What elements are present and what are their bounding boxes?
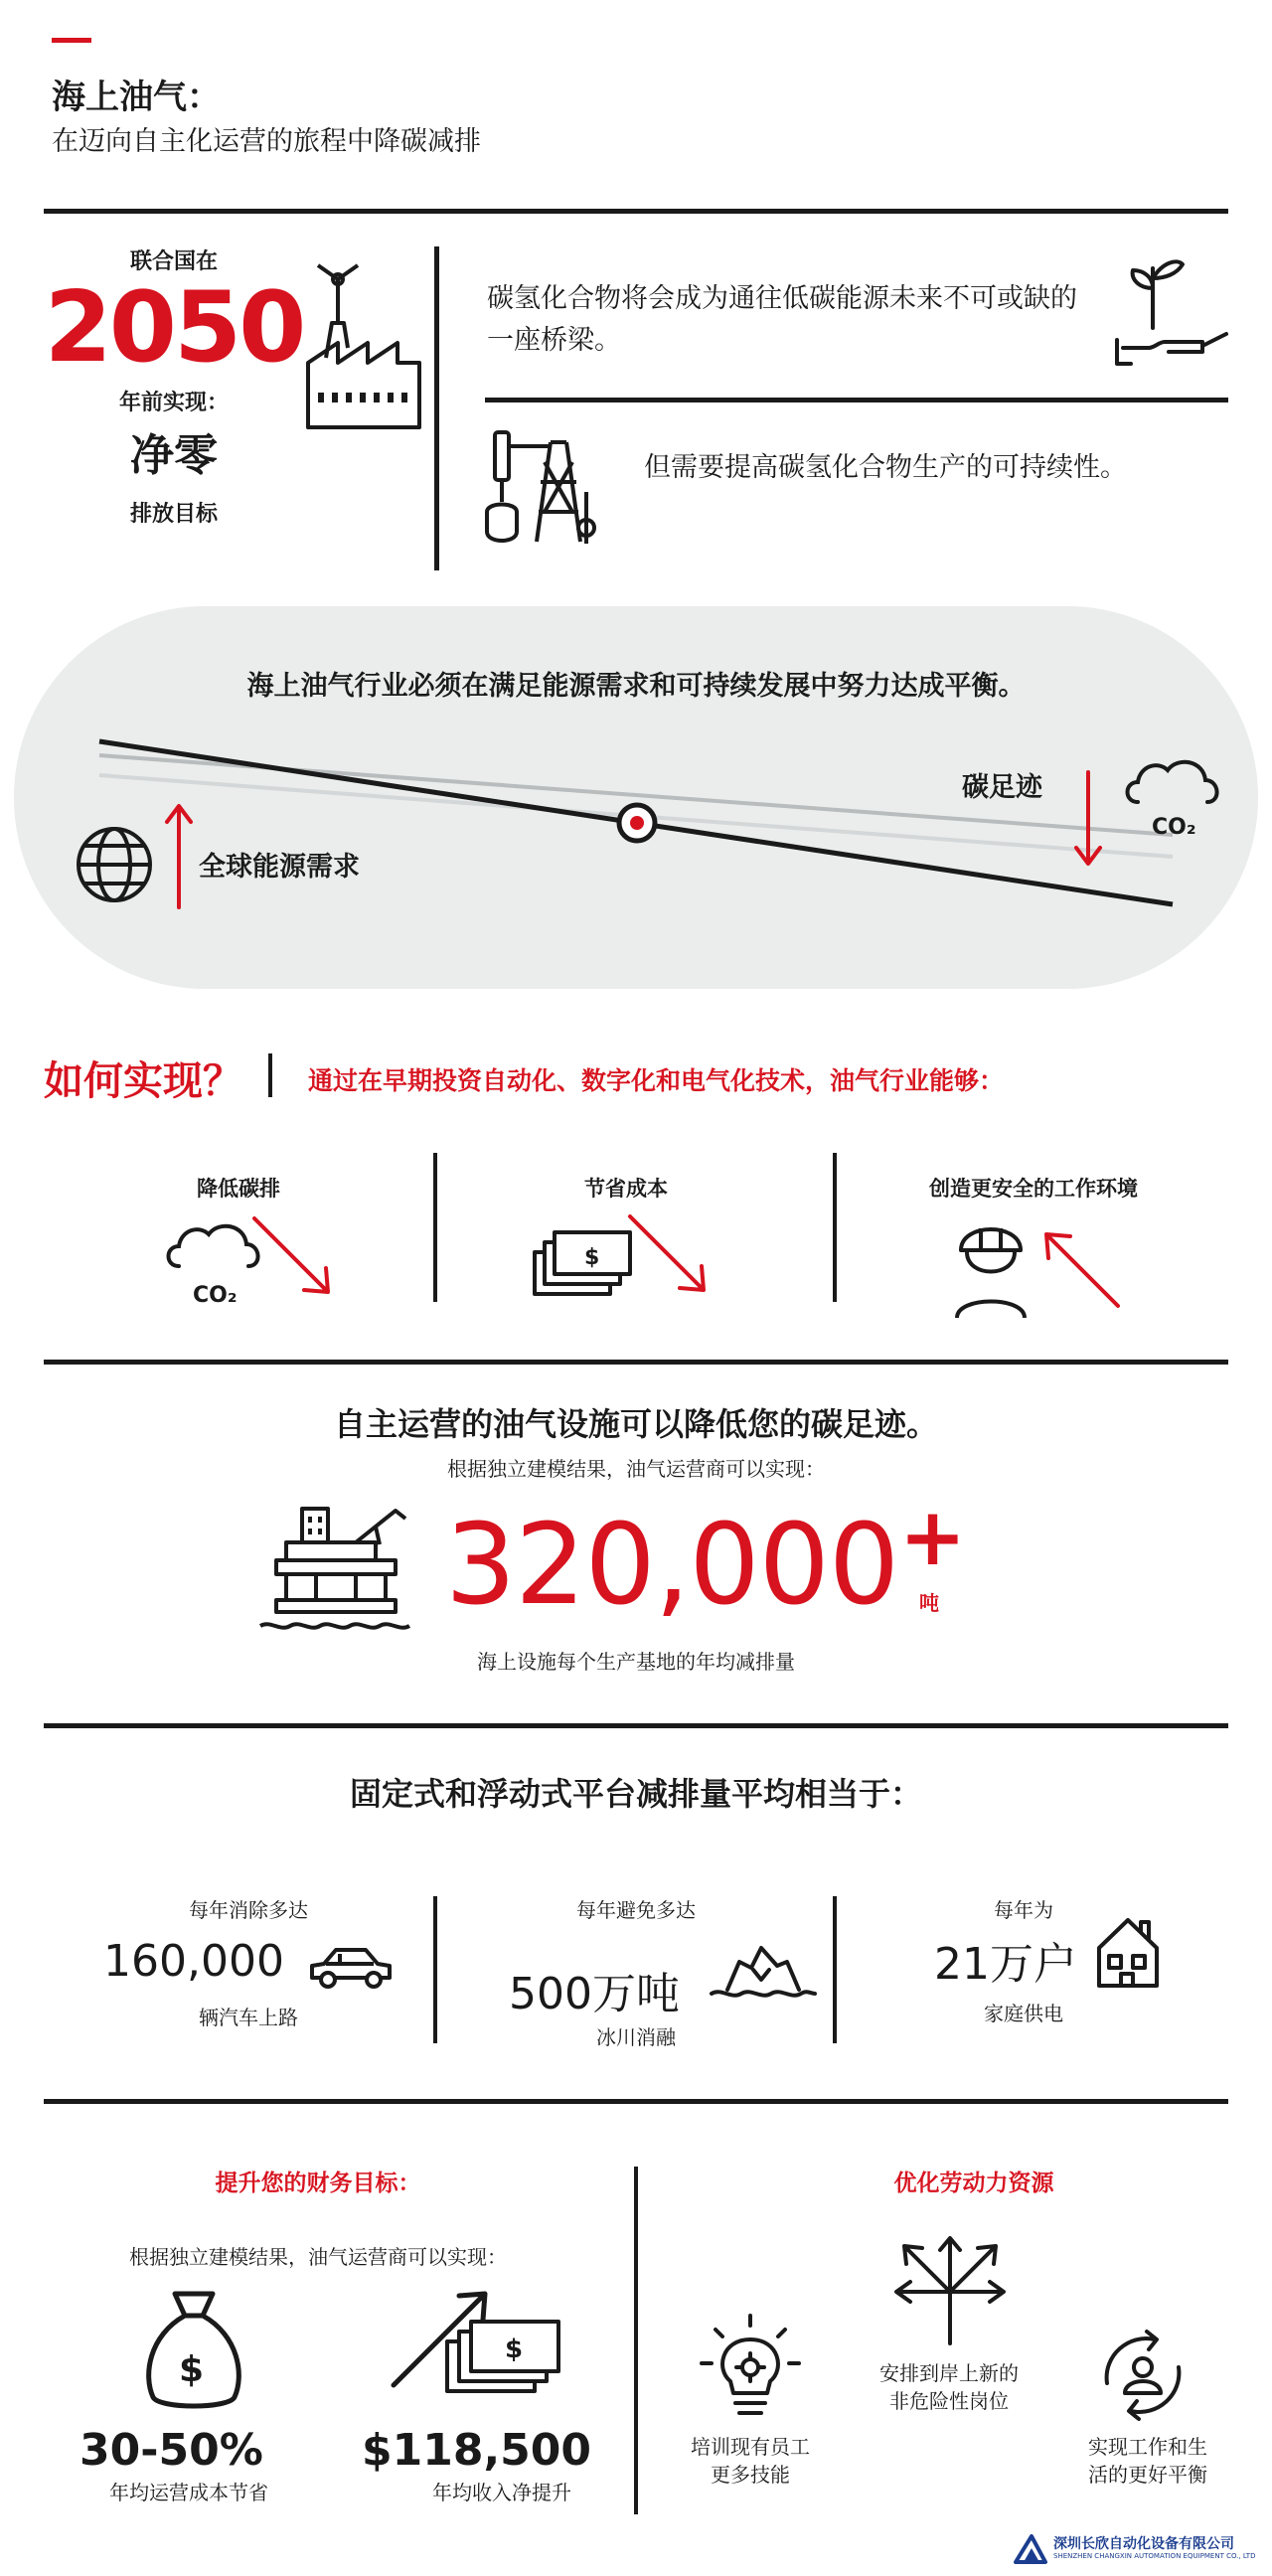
house-icon — [1093, 1912, 1163, 1992]
goals-divider — [634, 2167, 638, 2514]
emission-reduction-number: 320,000 — [445, 1501, 899, 1630]
net-zero-line2: 年前实现： — [118, 391, 229, 415]
cash-stack-icon — [527, 1210, 716, 1320]
arrows-spread-icon — [890, 2232, 1010, 2351]
benefit-label-carbon: 降低碳排 — [197, 1177, 280, 1201]
co2-text: CO₂ — [1152, 815, 1196, 840]
equivalent-divider — [433, 1896, 437, 2043]
workforce-balance: 实现工作和生 活的更好平衡 — [1088, 2435, 1207, 2487]
autonomous-subtitle: 根据独立建模结果，油气运营商可以实现： — [447, 1457, 825, 1481]
lightbulb-gear-icon — [696, 2312, 805, 2421]
net-zero-line1: 联合国在 — [129, 249, 218, 274]
equivalent-glacier-top: 每年避免多达 — [576, 1898, 696, 1922]
energy-demand-label: 全球能源需求 — [199, 852, 360, 883]
co2-text: CO₂ — [193, 1283, 238, 1308]
up-arrow-icon — [159, 800, 199, 909]
co2-cloud-icon — [1118, 750, 1227, 840]
rising-cash-icon — [388, 2286, 586, 2405]
sustainability-statement: 但需要提高碳氢化合物生产的可持续性。 — [644, 452, 1127, 483]
globe-icon — [70, 820, 159, 909]
right-divider — [485, 398, 1228, 402]
money-bag-icon — [139, 2286, 248, 2415]
how-description: 通过在早期投资自动化、数字化和电气化技术，油气行业能够： — [308, 1066, 1005, 1095]
net-zero-year: 2050 — [44, 271, 304, 385]
section-divider — [44, 2099, 1228, 2104]
company-logo-icon — [1012, 2532, 1049, 2570]
equivalent-glacier-bottom: 冰川消融 — [596, 2025, 676, 2049]
page-title: 海上油气： — [52, 78, 221, 117]
offshore-platform-icon — [256, 1501, 425, 1640]
car-icon — [306, 1938, 396, 1998]
person-cycle-icon — [1093, 2326, 1192, 2425]
oil-pumpjack-icon — [477, 422, 606, 552]
hand-plant-icon — [1103, 248, 1232, 368]
equivalent-homes-number: 21万户 — [934, 1939, 1077, 1990]
cost-savings-number: 30-50% — [80, 2425, 263, 2476]
down-arrow-icon — [1068, 770, 1108, 870]
dollar-text: $ — [584, 1245, 600, 1270]
glacier-icon — [708, 1940, 817, 2010]
how-title: 如何实现？ — [44, 1058, 242, 1104]
equivalent-cars-top: 每年消除多达 — [189, 1898, 308, 1922]
section-divider — [44, 209, 1228, 214]
equivalents-title: 固定式和浮动式平台减排量平均相当于： — [349, 1775, 922, 1813]
net-zero-big: 净零 — [130, 430, 218, 481]
benefit-divider — [433, 1153, 437, 1302]
carbon-footprint-label: 碳足迹 — [962, 772, 1042, 803]
hard-hat-worker-icon — [949, 1203, 1138, 1322]
workforce-title: 优化劳动力资源 — [893, 2171, 1054, 2196]
factory-turbine-icon — [298, 253, 427, 432]
equivalent-homes-bottom: 家庭供电 — [984, 2002, 1063, 2025]
equivalent-cars-number: 160,000 — [103, 1936, 284, 1987]
section-divider — [44, 1723, 1228, 1728]
workforce-train: 培训现有员工 更多技能 — [691, 2435, 810, 2487]
financial-subtitle: 根据独立建模结果，油气运营商可以实现： — [129, 2245, 507, 2269]
benefit-label-cost: 节省成本 — [584, 1177, 668, 1201]
emission-reduction-unit: 吨 — [919, 1591, 939, 1615]
balance-heading: 海上油气行业必须在满足能源需求和可持续发展中努力达成平衡。 — [246, 671, 1026, 702]
equivalent-cars-bottom: 辆汽车上路 — [199, 2006, 298, 2029]
financial-title: 提升您的财务目标： — [215, 2171, 421, 2196]
equivalent-divider — [833, 1896, 837, 2043]
dollar-text: $ — [505, 2334, 524, 2364]
how-divider — [268, 1053, 272, 1097]
net-zero-line3: 排放目标 — [129, 502, 218, 527]
company-logo-english: SHENZHEN CHANGXIN AUTOMATION EQUIPMENT CO., LTD — [1053, 2552, 1256, 2560]
page-subtitle: 在迈向自主化运营的旅程中降碳减排 — [52, 126, 481, 157]
company-logo-name: 深圳长欣自动化设备有限公司 — [1053, 2536, 1234, 2552]
vertical-divider — [434, 246, 439, 570]
cost-savings-caption: 年均运营成本节省 — [109, 2481, 268, 2504]
benefit-divider — [833, 1153, 837, 1302]
emission-reduction-caption: 海上设施每个生产基地的年均减排量 — [477, 1650, 795, 1674]
revenue-number: $118,500 — [362, 2425, 592, 2476]
co2-cloud-icon — [159, 1210, 338, 1320]
equivalent-homes-top: 每年为 — [994, 1898, 1053, 1922]
bridge-statement: 碳氢化合物将会成为通往低碳能源未来不可或缺的一座桥梁。 — [487, 283, 1077, 356]
autonomous-title: 自主运营的油气设施可以降低您的碳足迹。 — [333, 1405, 938, 1443]
emission-reduction-plus: + — [899, 1491, 967, 1583]
accent-bar — [52, 38, 91, 43]
benefit-label-safety: 创造更安全的工作环境 — [929, 1177, 1138, 1201]
section-divider — [44, 1360, 1228, 1365]
equivalent-glacier-number: 500万吨 — [509, 1969, 680, 2019]
dollar-text: $ — [179, 2349, 205, 2390]
workforce-onshore: 安排到岸上新的 非危险性岗位 — [879, 2361, 1019, 2413]
revenue-caption: 年均收入净提升 — [432, 2481, 571, 2504]
